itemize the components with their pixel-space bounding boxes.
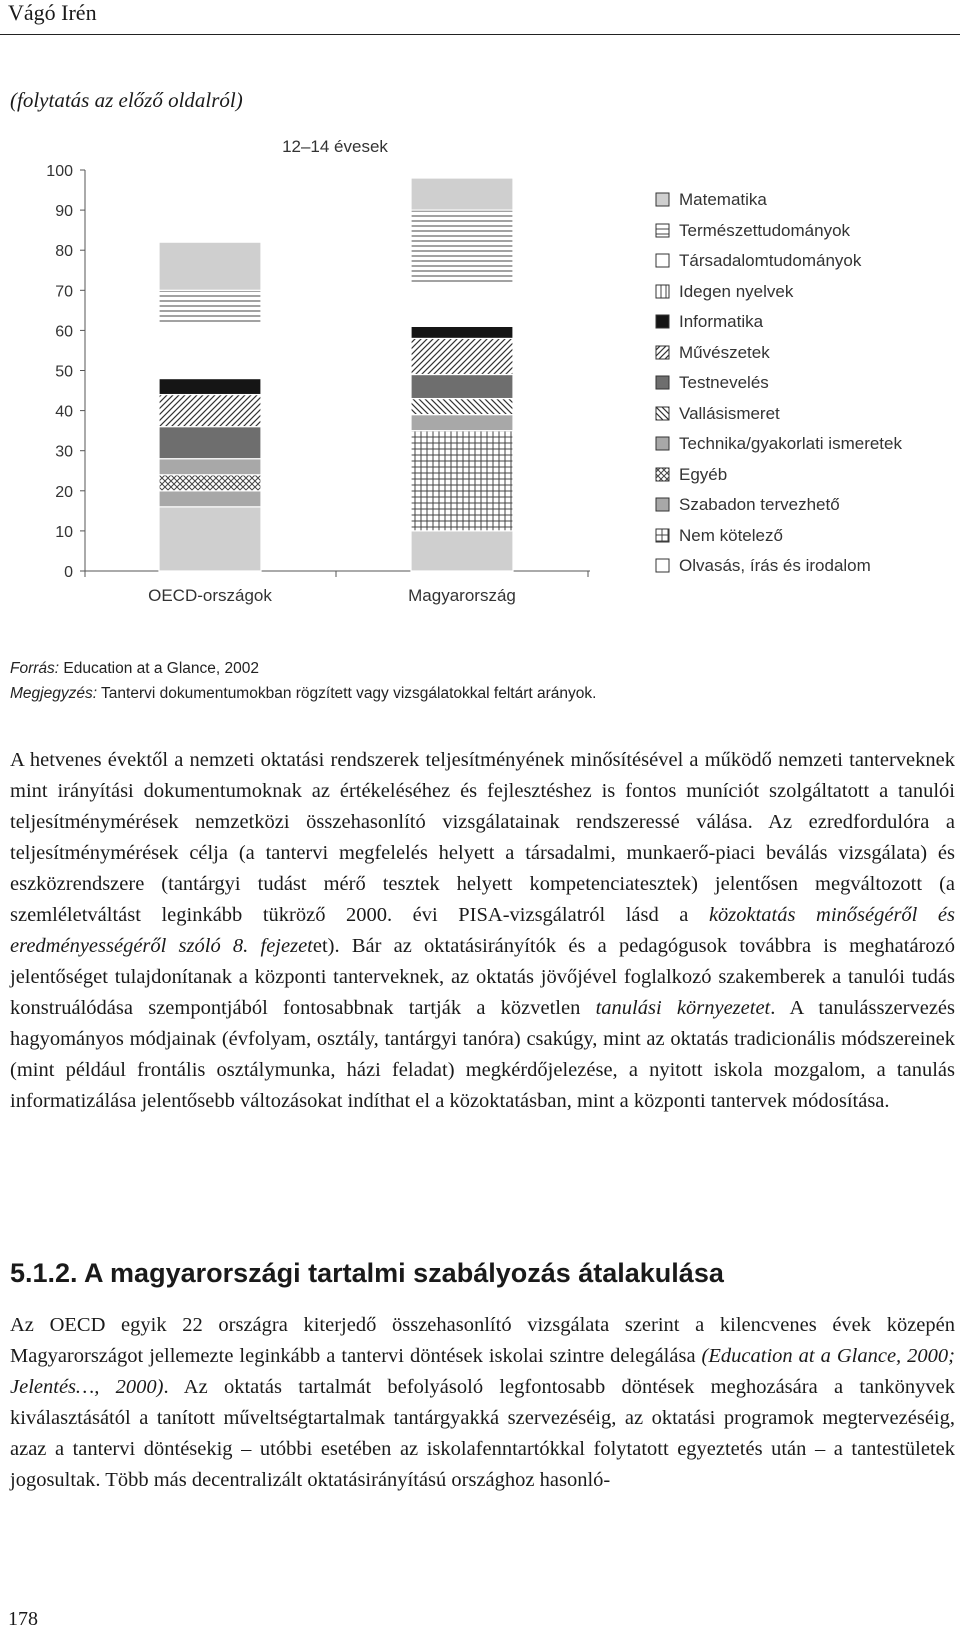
y-tick-label: 50 — [55, 363, 73, 381]
legend-label: Olvasás, írás és irodalom — [679, 556, 871, 576]
p2-italic-b: (Education at a Glance, 2000; Jelentés…, 2000) — [10, 1345, 955, 1398]
chart-legend — [655, 185, 955, 582]
legend-swatch-icon — [655, 192, 671, 208]
bar-segment — [159, 507, 261, 571]
y-tick-label: 0 — [64, 564, 73, 581]
bar-segment — [159, 322, 261, 378]
bar-segment — [159, 379, 261, 395]
y-tick-label: 60 — [55, 323, 73, 341]
source-text: Education at a Glance, 2002 — [59, 660, 260, 677]
legend-label: Matematika — [679, 190, 767, 210]
legend-item — [655, 490, 955, 521]
continued-note: (folytatás az előző oldalról) — [10, 88, 243, 112]
bar-segment — [159, 459, 261, 475]
p1-italic-d: tanulási környezetet — [595, 997, 771, 1019]
y-tick-label: 90 — [55, 203, 73, 221]
legend-swatch-icon — [655, 345, 671, 361]
legend-item — [655, 246, 955, 277]
bar-segment — [411, 415, 513, 431]
chart-title: 12–14 évesek — [282, 137, 388, 156]
y-tick-label: 70 — [55, 283, 73, 301]
bar-segment — [159, 290, 261, 322]
bar-segment — [411, 282, 513, 326]
header-rule — [0, 34, 960, 35]
legend-swatch — [656, 437, 669, 450]
legend-item — [655, 460, 955, 491]
legend-item — [655, 277, 955, 308]
x-category-label: OECD-országok — [148, 586, 272, 605]
body-paragraph-2 — [10, 1310, 955, 1496]
page-number: 178 — [8, 1608, 38, 1630]
legend-label: Egyéb — [679, 464, 728, 484]
legend-item — [655, 185, 955, 216]
legend-label: Társadalomtudományok — [679, 251, 862, 271]
body-paragraph-1 — [10, 745, 955, 1117]
note-text: Tantervi dokumentumokban rögzített vagy vizsgálatokkal feltárt arányok. — [97, 685, 597, 702]
legend-swatch-icon — [655, 375, 671, 391]
note-line — [10, 681, 596, 706]
legend-swatch — [656, 529, 669, 542]
bar-segment — [411, 326, 513, 338]
legend-item — [655, 216, 955, 247]
legend-label: Technika/gyakorlati ismeretek — [679, 434, 902, 454]
legend-label: Testnevelés — [679, 373, 769, 393]
p2-text-c: . Az oktatás tartalmát befolyásoló legfontosabb döntések meghozására a tankönyvek kiválasztásától a tanított műveltségtartalmak tantárgyakká szervezéséig, az oktatási programok megtervezéséig, azaz a tantervi döntésekig – utóbbi esetében az iskolafenntartókkal folytatott egyeztetés után – a tantestületek jogosultak. Több más decentralizált oktatásirányítású országhoz hasonló- — [10, 1376, 955, 1491]
x-category-label: Magyarország — [408, 586, 516, 605]
legend-swatch — [656, 468, 669, 481]
bar-segment — [159, 475, 261, 491]
chart-figure — [0, 130, 960, 650]
legend-swatch — [656, 498, 669, 511]
y-tick-label: 20 — [55, 483, 73, 501]
figure-source — [10, 656, 596, 706]
legend-swatch — [656, 315, 669, 328]
legend-swatch — [656, 559, 669, 572]
bar-segment — [159, 395, 261, 427]
legend-label: Vallásismeret — [679, 403, 780, 423]
y-tick-label: 30 — [55, 443, 73, 461]
bar-segment — [411, 178, 513, 210]
legend-label: Informatika — [679, 312, 764, 332]
legend-swatch-icon — [655, 253, 671, 269]
bar-segment — [159, 491, 261, 507]
note-label: Megjegyzés: — [10, 685, 98, 702]
legend-swatch-icon — [655, 558, 671, 574]
bar-segment — [411, 399, 513, 415]
y-tick-label: 40 — [55, 403, 73, 421]
y-tick-label: 100 — [46, 163, 73, 180]
y-tick-label: 80 — [55, 243, 73, 261]
legend-swatch — [656, 407, 669, 420]
legend-swatch — [656, 224, 669, 237]
bar-segment — [411, 431, 513, 531]
legend-swatch-icon — [655, 467, 671, 483]
legend-swatch-icon — [655, 528, 671, 544]
legend-swatch-icon — [655, 284, 671, 300]
legend-label: Idegen nyelvek — [679, 281, 794, 301]
stacked-bar-chart — [0, 130, 650, 620]
source-label: Forrás: — [10, 660, 60, 677]
bar-segment — [411, 210, 513, 282]
legend-item — [655, 551, 955, 582]
legend-label: Szabadon tervezhető — [679, 495, 840, 515]
legend-item — [655, 368, 955, 399]
running-head: Vágó Irén — [8, 0, 97, 25]
legend-label: Természettudományok — [679, 220, 851, 240]
legend-item — [655, 399, 955, 430]
legend-label: Művészetek — [679, 342, 770, 362]
bar-segment — [411, 531, 513, 571]
p1-text-e: . A tanulásszervezés hagyományos módjainak (évfolyam, osztály, tantárgyi tanóra) csakúgy, mint az oktatás tradicionális módszereinek (mint például frontális osztálymunka, házi feladat) megkérdőjelezése, a nyitott iskola mozgalom, a tanulás informatizálása jelentősebb változásokat indíthat el a közoktatásban, mint a központi tantervek módosítása. — [10, 997, 956, 1112]
source-line — [10, 656, 596, 681]
legend-swatch-icon — [655, 436, 671, 452]
p1-text-c: et). Bár az oktatásirányítók és a pedagógusok továbbra is meghatározó jelentőséget tulajdonítanak a központi tanterveknek, az oktatás jövőjével foglalkozó szakemberek a tanulói tudás konstruálódása szempontjából fontosabbnak tartják a közvetlen — [10, 935, 956, 1019]
legend-item — [655, 338, 955, 369]
legend-item — [655, 307, 955, 338]
bar-segment — [159, 242, 261, 290]
bar-segment — [159, 427, 261, 459]
legend-swatch — [656, 193, 669, 206]
legend-swatch — [656, 346, 669, 359]
legend-swatch — [656, 376, 669, 389]
legend-swatch-icon — [655, 223, 671, 239]
legend-item — [655, 429, 955, 460]
p1-italic-b: közoktatás minőségéről és eredményességéről szóló 8. fejezet — [10, 904, 955, 957]
legend-label: Nem kötelező — [679, 525, 783, 545]
p2-text-a: Az OECD egyik 22 országra kiterjedő összehasonlító vizsgálata szerint a kilencvenes évek közepén Magyarországot jellemezte leginkább a tantervi döntések iskolai szintre delegálása — [10, 1314, 955, 1367]
p1-text-a: A hetvenes évektől a nemzeti oktatási rendszerek teljesítményének minősítésével a működő nemzeti tanterveknek mint irányítási dokumentumoknak az értékeléséhez és fejlesztéshez is fontos muníciót szolgáltatott a tanulói teljesítménymérések nemzetközi összehasonlító vizsgálatainak rendszeressé válása. Az ezredfordulóra a teljesítménymérések célja (a tantervi megfelelés helyett a társadalmi, munkaerő-piaci beválás vizsgálata) és eszközrendszere (tantárgyi tudást mérő tesztek helyett kompetenciatesztek) jelentősen megváltozott (a szemléletváltást leginkább tükröző 2000. évi PISA-vizsgálatról lásd a — [10, 749, 955, 926]
section-heading: 5.1.2. A magyarországi tartalmi szabályozás átalakulása — [10, 1258, 724, 1288]
bar-segment — [411, 375, 513, 399]
legend-swatch-icon — [655, 497, 671, 513]
legend-item — [655, 521, 955, 552]
chart-bars — [159, 178, 513, 571]
legend-swatch — [656, 254, 669, 267]
legend-swatch-icon — [655, 314, 671, 330]
legend-swatch — [656, 285, 669, 298]
y-tick-label: 10 — [55, 523, 73, 541]
legend-swatch-icon — [655, 406, 671, 422]
bar-segment — [411, 338, 513, 374]
